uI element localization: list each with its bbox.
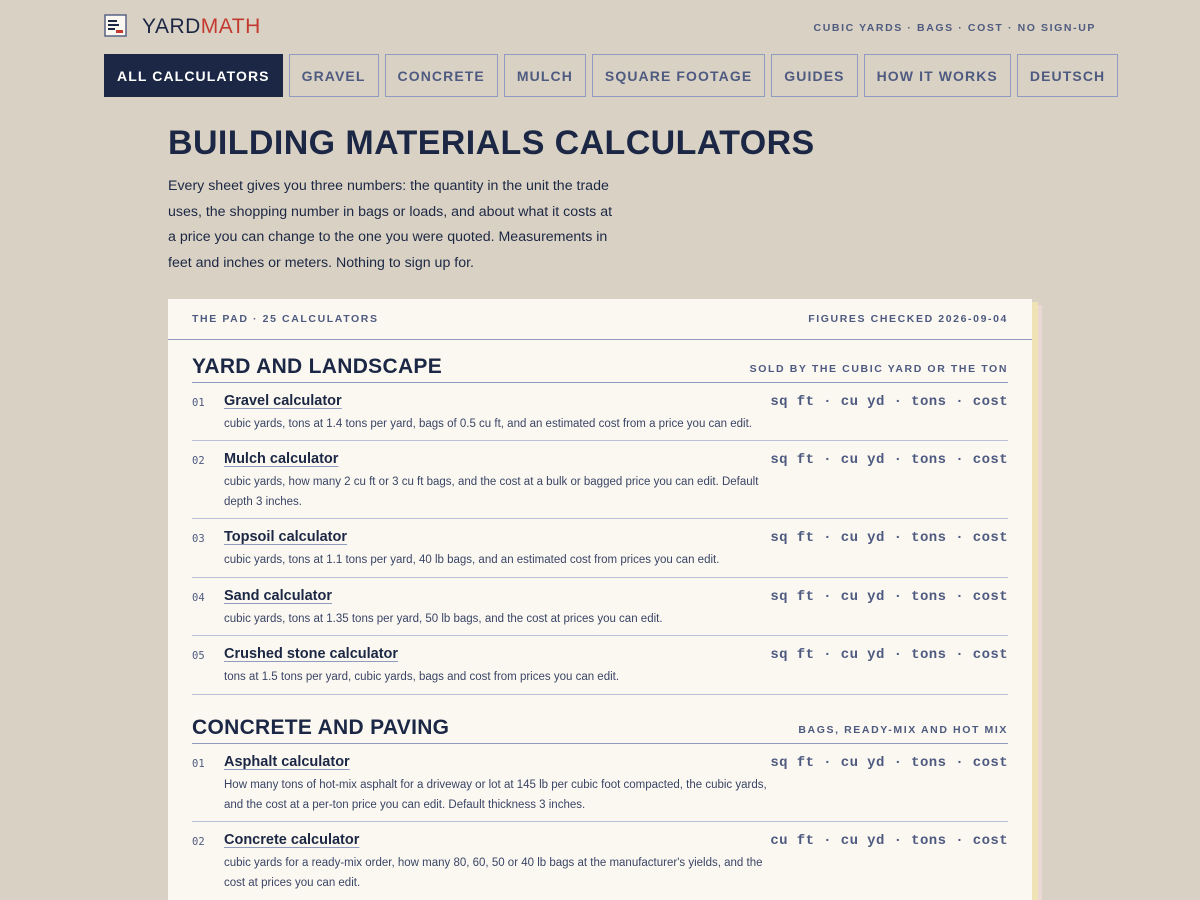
row-units: sq ft · cu yd · tons · cost [770,647,1008,663]
crushed-stone-calculator-link[interactable]: Crushed stone calculator [224,646,399,662]
row-description: tons at 1.5 tons per yard, cubic yards, bags and cost from prices you can edit. [224,671,620,683]
row-number: 03 [192,533,205,545]
section-note: BAGS, READY-MIX AND HOT MIX [798,724,1008,736]
pad-header [192,313,1008,325]
calculator-row-gravel [192,383,1008,441]
notepad-logo-icon[interactable] [104,14,128,38]
row-units: sq ft · cu yd · tons · cost [770,530,1008,546]
page-title: BUILDING MATERIALS CALCULATORS [168,124,815,162]
brand-part-math: MATH [200,15,261,38]
site-tagline: CUBIC YARDS · BAGS · COST · NO SIGN-UP [813,22,1096,34]
row-units: sq ft · cu yd · tons · cost [770,394,1008,410]
gravel-calculator-link[interactable]: Gravel calculator [224,393,342,409]
pad-count-label: THE PAD · 25 CALCULATORS [192,313,379,325]
brand-part-yard: YARD [142,15,201,38]
mulch-calculator-link[interactable]: Mulch calculator [224,451,339,467]
row-units: sq ft · cu yd · tons · cost [770,589,1008,605]
section-yard-and-landscape [192,354,1008,695]
nav-tab-concrete[interactable]: CONCRETE [385,54,498,97]
row-number: 02 [192,455,205,467]
row-description: cubic yards, tons at 1.4 tons per yard, bags of 0.5 cu ft, and an estimated cost from a price you can edit. [224,418,753,430]
asphalt-calculator-link[interactable]: Asphalt calculator [224,754,350,770]
pad-divider [168,339,1032,340]
calculator-row-sand [192,578,1008,636]
row-number: 04 [192,592,205,604]
row-number: 02 [192,836,205,848]
nav-tab-deutsch[interactable]: DEUTSCH [1017,54,1118,97]
row-units: sq ft · cu yd · tons · cost [770,755,1008,771]
row-description: cubic yards, tons at 1.1 tons per yard, 40 lb bags, and an estimated cost from prices you can edit. [224,554,720,566]
calculator-row-mulch [192,441,1008,519]
row-units: cu ft · cu yd · tons · cost [770,833,1008,849]
nav-tab-all-calculators[interactable]: ALL CALCULATORS [104,54,283,97]
site-header [104,12,1096,42]
calculator-row-concrete [192,822,1008,900]
brand-wordmark[interactable] [142,14,261,40]
nav-tab-gravel[interactable]: GRAVEL [289,54,379,97]
nav-tab-square-footage[interactable]: SQUARE FOOTAGE [592,54,765,97]
calculator-pad [168,299,1032,900]
concrete-calculator-link[interactable]: Concrete calculator [224,832,360,848]
main-nav [104,54,1118,97]
row-units: sq ft · cu yd · tons · cost [770,452,1008,468]
nav-tab-how-it-works[interactable]: HOW IT WORKS [864,54,1011,97]
row-description: cubic yards for a ready-mix order, how many 80, 60, 50 or 40 lb bags at the manufacturer's yields, and the cost at prices you can edit. [224,857,763,889]
calculator-row-topsoil [192,519,1008,578]
calculator-row-crushed-stone [192,636,1008,695]
sand-calculator-link[interactable]: Sand calculator [224,588,332,604]
nav-tab-guides[interactable]: GUIDES [771,54,857,97]
section-title: CONCRETE AND PAVING [192,716,450,739]
topsoil-calculator-link[interactable]: Topsoil calculator [224,529,348,545]
nav-tab-mulch[interactable]: MULCH [504,54,586,97]
intro-paragraph: Every sheet gives you three numbers: the quantity in the unit the trade uses, the shopping number in bags or loads, and about what it costs at a price you can change to the one you were quoted. Measurements in feet and inches or meters. Nothing to sign up for. [168,178,613,271]
row-description: How many tons of hot-mix asphalt for a driveway or lot at 145 lb per cubic foot compacted, the cubic yards, and the cost at a per-ton price you can edit. Default thickness 3 inches. [224,779,767,811]
section-title: YARD AND LANDSCAPE [192,355,443,378]
row-number: 05 [192,650,205,662]
section-note: SOLD BY THE CUBIC YARD OR THE TON [749,363,1008,375]
section-concrete-and-paving [192,715,1008,900]
figures-checked-date: FIGURES CHECKED 2026-09-04 [808,313,1008,325]
row-number: 01 [192,758,205,770]
row-number: 01 [192,397,205,409]
row-description: cubic yards, tons at 1.35 tons per yard, 50 lb bags, and the cost at prices you can edit. [224,613,663,625]
calculator-row-asphalt [192,744,1008,822]
row-description: cubic yards, how many 2 cu ft or 3 cu ft bags, and the cost at a bulk or bagged price you can edit. Default depth 3 inches. [224,476,759,508]
